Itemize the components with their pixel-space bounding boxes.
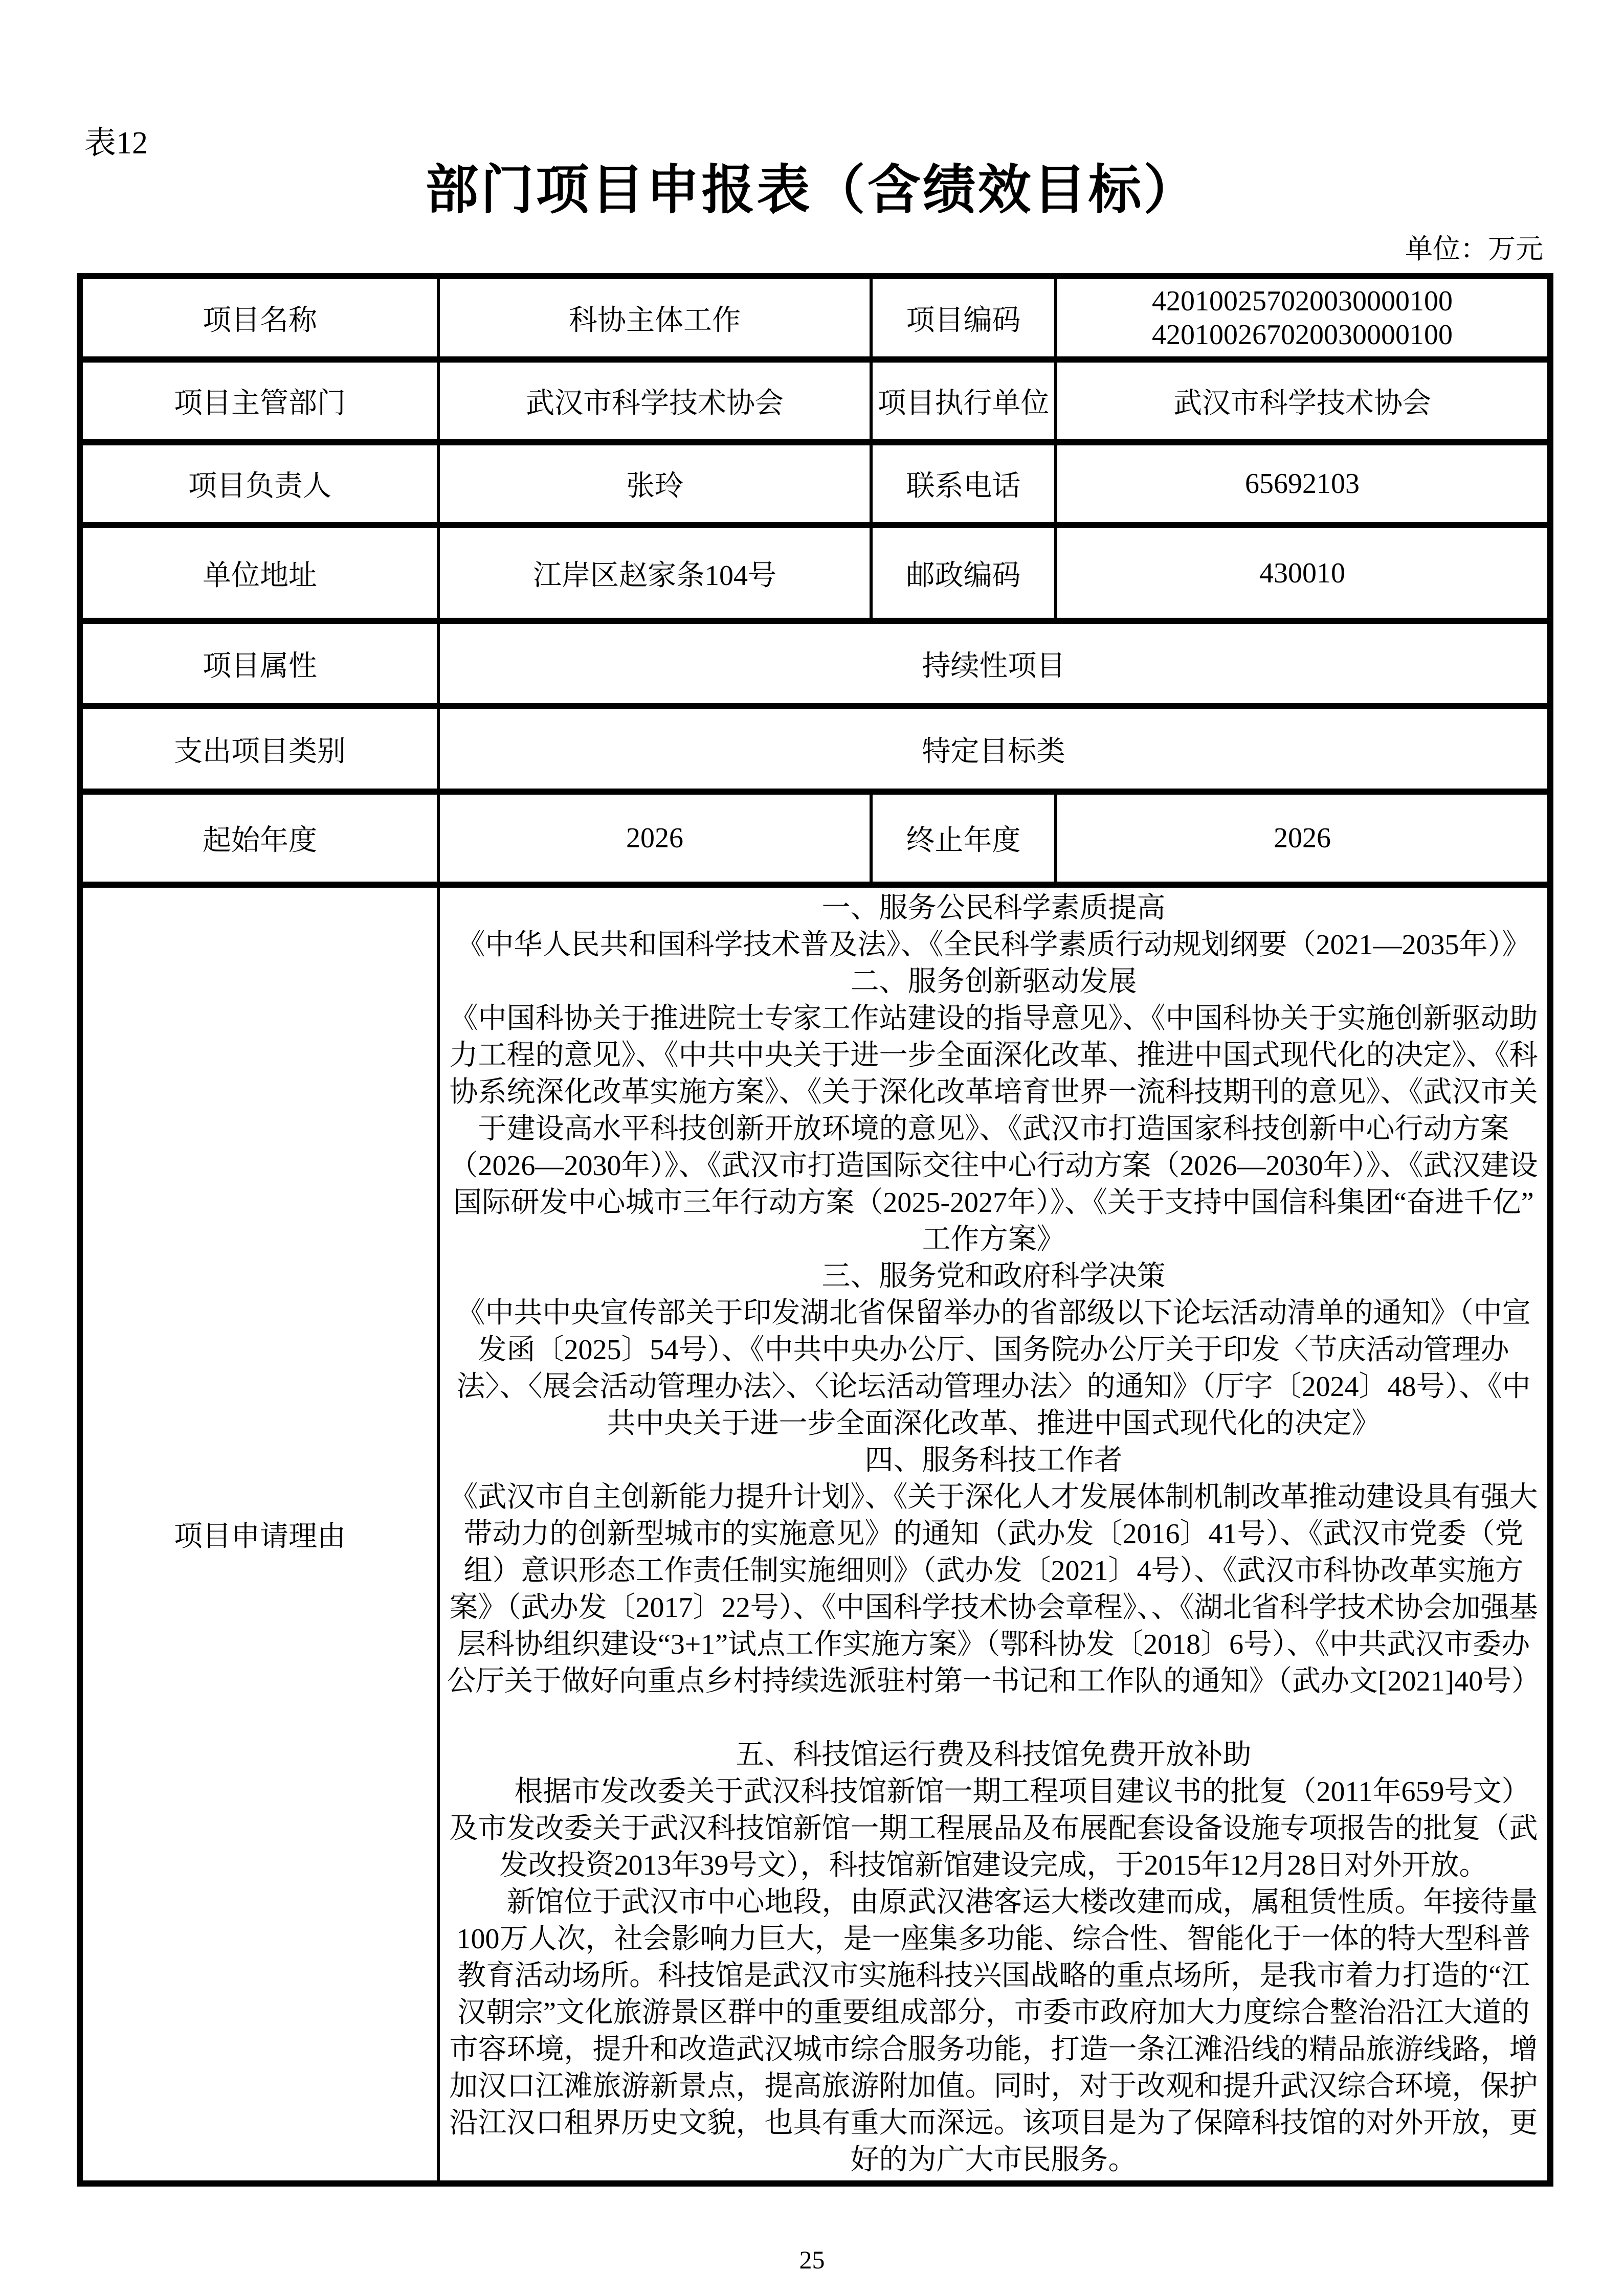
field-value-postal-code: 430010 xyxy=(1056,525,1550,621)
reason-paragraph: 新馆位于武汉市中心地段，由原武汉港客运大楼改建而成，属租赁性质。年接待量100万人次，社会影响力巨大，是一座集多功能、综合性、智能化于一体的特大型科普教育活动场所。科技馆是武汉市实施科技兴国战略的重点场所，是我市着力打造的“江汉朝宗”文化旅游景区群中的重要组成部分，市委市政府加大力度综合整治沿江大道的市容环境，提升和改造武汉城市综合服务功能，打造一条江滩沿线的精品旅游线路，增加汉口江滩旅游新景点，提高旅游附加值。同时，对于改观和提升武汉综合环境，保护沿江汉口租界历史文貌，也具有重大而深远。该项目是为了保障科技馆的对外开放，更好的为广大市民服务。 xyxy=(449,1886,1538,2176)
table-row xyxy=(80,525,1550,621)
field-label-project-attribute: 项目属性 xyxy=(80,621,438,706)
reason-paragraph: 《中国科协关于推进院士专家工作站建设的指导意见》、《中国科协关于实施创新驱动助力工程的意见》、《中共中央关于进一步全面深化改革、推进中国式现代化的决定》、《科协系统深化改革实施方案》、《关于深化改革培育世界一流科技期刊的意见》、《武汉市关于建设高水平科技创新开放环境的意见》、《武汉市打造国家科技创新中心行动方案（2026—2030年）》、《武汉市打造国际交往中心行动方案（2026—2030年）》、《武汉建设国际研发中心城市三年行动方案（2025-2027年）》、《关于支持中国信科集团“奋进千亿”工作方案》 xyxy=(449,1003,1538,1255)
field-label-start-year: 起始年度 xyxy=(80,792,438,885)
field-value-application-reason xyxy=(438,885,1550,2184)
field-value-end-year: 2026 xyxy=(1056,792,1550,885)
page-number: 25 xyxy=(799,2245,825,2274)
field-label-end-year: 终止年度 xyxy=(871,792,1056,885)
field-value-executing-unit: 武汉市科学技术协会 xyxy=(1056,359,1550,442)
field-label-phone: 联系电话 xyxy=(871,442,1056,525)
field-value-expenditure-category: 特定目标类 xyxy=(438,706,1550,792)
table-row xyxy=(80,885,1550,2184)
project-code-line: 420100267020030000100 xyxy=(1152,319,1453,351)
field-value-phone: 65692103 xyxy=(1056,442,1550,525)
reason-paragraph: 《中华人民共和国科学技术普及法》、《全民科学素质行动规划纲要（2021—2035年）》 xyxy=(456,929,1531,961)
field-label-expenditure-category: 支出项目类别 xyxy=(80,706,438,792)
field-value-supervising-dept: 武汉市科学技术协会 xyxy=(438,359,871,442)
field-label-project-leader: 项目负责人 xyxy=(80,442,438,525)
project-declaration-form xyxy=(77,273,1553,2187)
table-row xyxy=(80,442,1550,525)
field-label-supervising-dept: 项目主管部门 xyxy=(80,359,438,442)
table-row xyxy=(80,706,1550,792)
table-row xyxy=(80,621,1550,706)
table-row xyxy=(80,359,1550,442)
field-label-executing-unit: 项目执行单位 xyxy=(871,359,1056,442)
field-label-unit-address: 单位地址 xyxy=(80,525,438,621)
table-row xyxy=(80,276,1550,359)
field-value-project-leader: 张玲 xyxy=(438,442,871,525)
field-label-application-reason: 项目申请理由 xyxy=(80,885,438,2184)
reason-paragraph: 二、服务创新驱动发展 xyxy=(850,966,1137,998)
field-label-project-code: 项目编码 xyxy=(871,276,1056,359)
field-value-unit-address: 江岸区赵家条104号 xyxy=(438,525,871,621)
field-label-postal-code: 邮政编码 xyxy=(871,525,1056,621)
project-code-line: 420100257020030000100 xyxy=(1152,285,1453,317)
reason-paragraph: 《中共中央宣传部关于印发湖北省保留举办的省部级以下论坛活动清单的通知》（中宣发函〔2025〕54号）、《中共中央办公厅、国务院办公厅关于印发〈节庆活动管理办法〉、〈展会活动管理办法〉、〈论坛活动管理办法〉的通知》（厅字〔2024〕48号）、《中共中央关于进一步全面深化改革、推进中国式现代化的决定》 xyxy=(456,1297,1531,1439)
field-value-project-name: 科协主体工作 xyxy=(438,276,871,359)
reason-paragraph: 四、服务科技工作者 xyxy=(864,1445,1123,1476)
reason-paragraph: 五、科技馆运行费及科技馆免费开放补助 xyxy=(736,1739,1252,1771)
unit-note: 单位：万元 xyxy=(1405,234,1543,264)
reason-paragraph: 《武汉市自主创新能力提升计划》、《关于深化人才发展体制机制改革推动建设具有强大带动力的创新型城市的实施意见》的通知（武办发〔2016〕41号）、《武汉市党委（党组）意识形态工作责任制实施细则》（武办发〔2021〕4号）、《武汉市科协改革实施方案》（武办发〔2017〕22号）、《中国科学技术协会章程》、、《湖北省科学技术协会加强基层科协组织建设“3+1”试点工作实施方案》（鄂科协发〔2018〕6号）、《中共武汉市委办公厅关于做好向重点乡村持续选派驻村第一书记和工作队的通知》（武办文[2021]40号） xyxy=(447,1481,1541,1697)
field-value-start-year: 2026 xyxy=(438,792,871,885)
field-label-project-name: 项目名称 xyxy=(80,276,438,359)
page-title: 部门项目申报表（含绩效目标） xyxy=(425,161,1199,220)
table-number: 表12 xyxy=(84,126,148,161)
table-row xyxy=(80,792,1550,885)
reason-paragraph: 根据市发改委关于武汉科技馆新馆一期工程项目建议书的批复（2011年659号文）及市发改委关于武汉科技馆新馆一期工程展品及布展配套设备设施专项报告的批复（武发改投资2013年39号文），科技馆新馆建设完成，于2015年12月28日对外开放。 xyxy=(449,1776,1538,1881)
reason-paragraph: 三、服务党和政府科学决策 xyxy=(821,1260,1166,1292)
reason-paragraph-spacer xyxy=(444,1700,1543,1737)
field-value-project-attribute: 持续性项目 xyxy=(438,621,1550,706)
reason-paragraph: 一、服务公民科学素质提高 xyxy=(821,892,1166,924)
field-value-project-codes xyxy=(1056,276,1550,359)
